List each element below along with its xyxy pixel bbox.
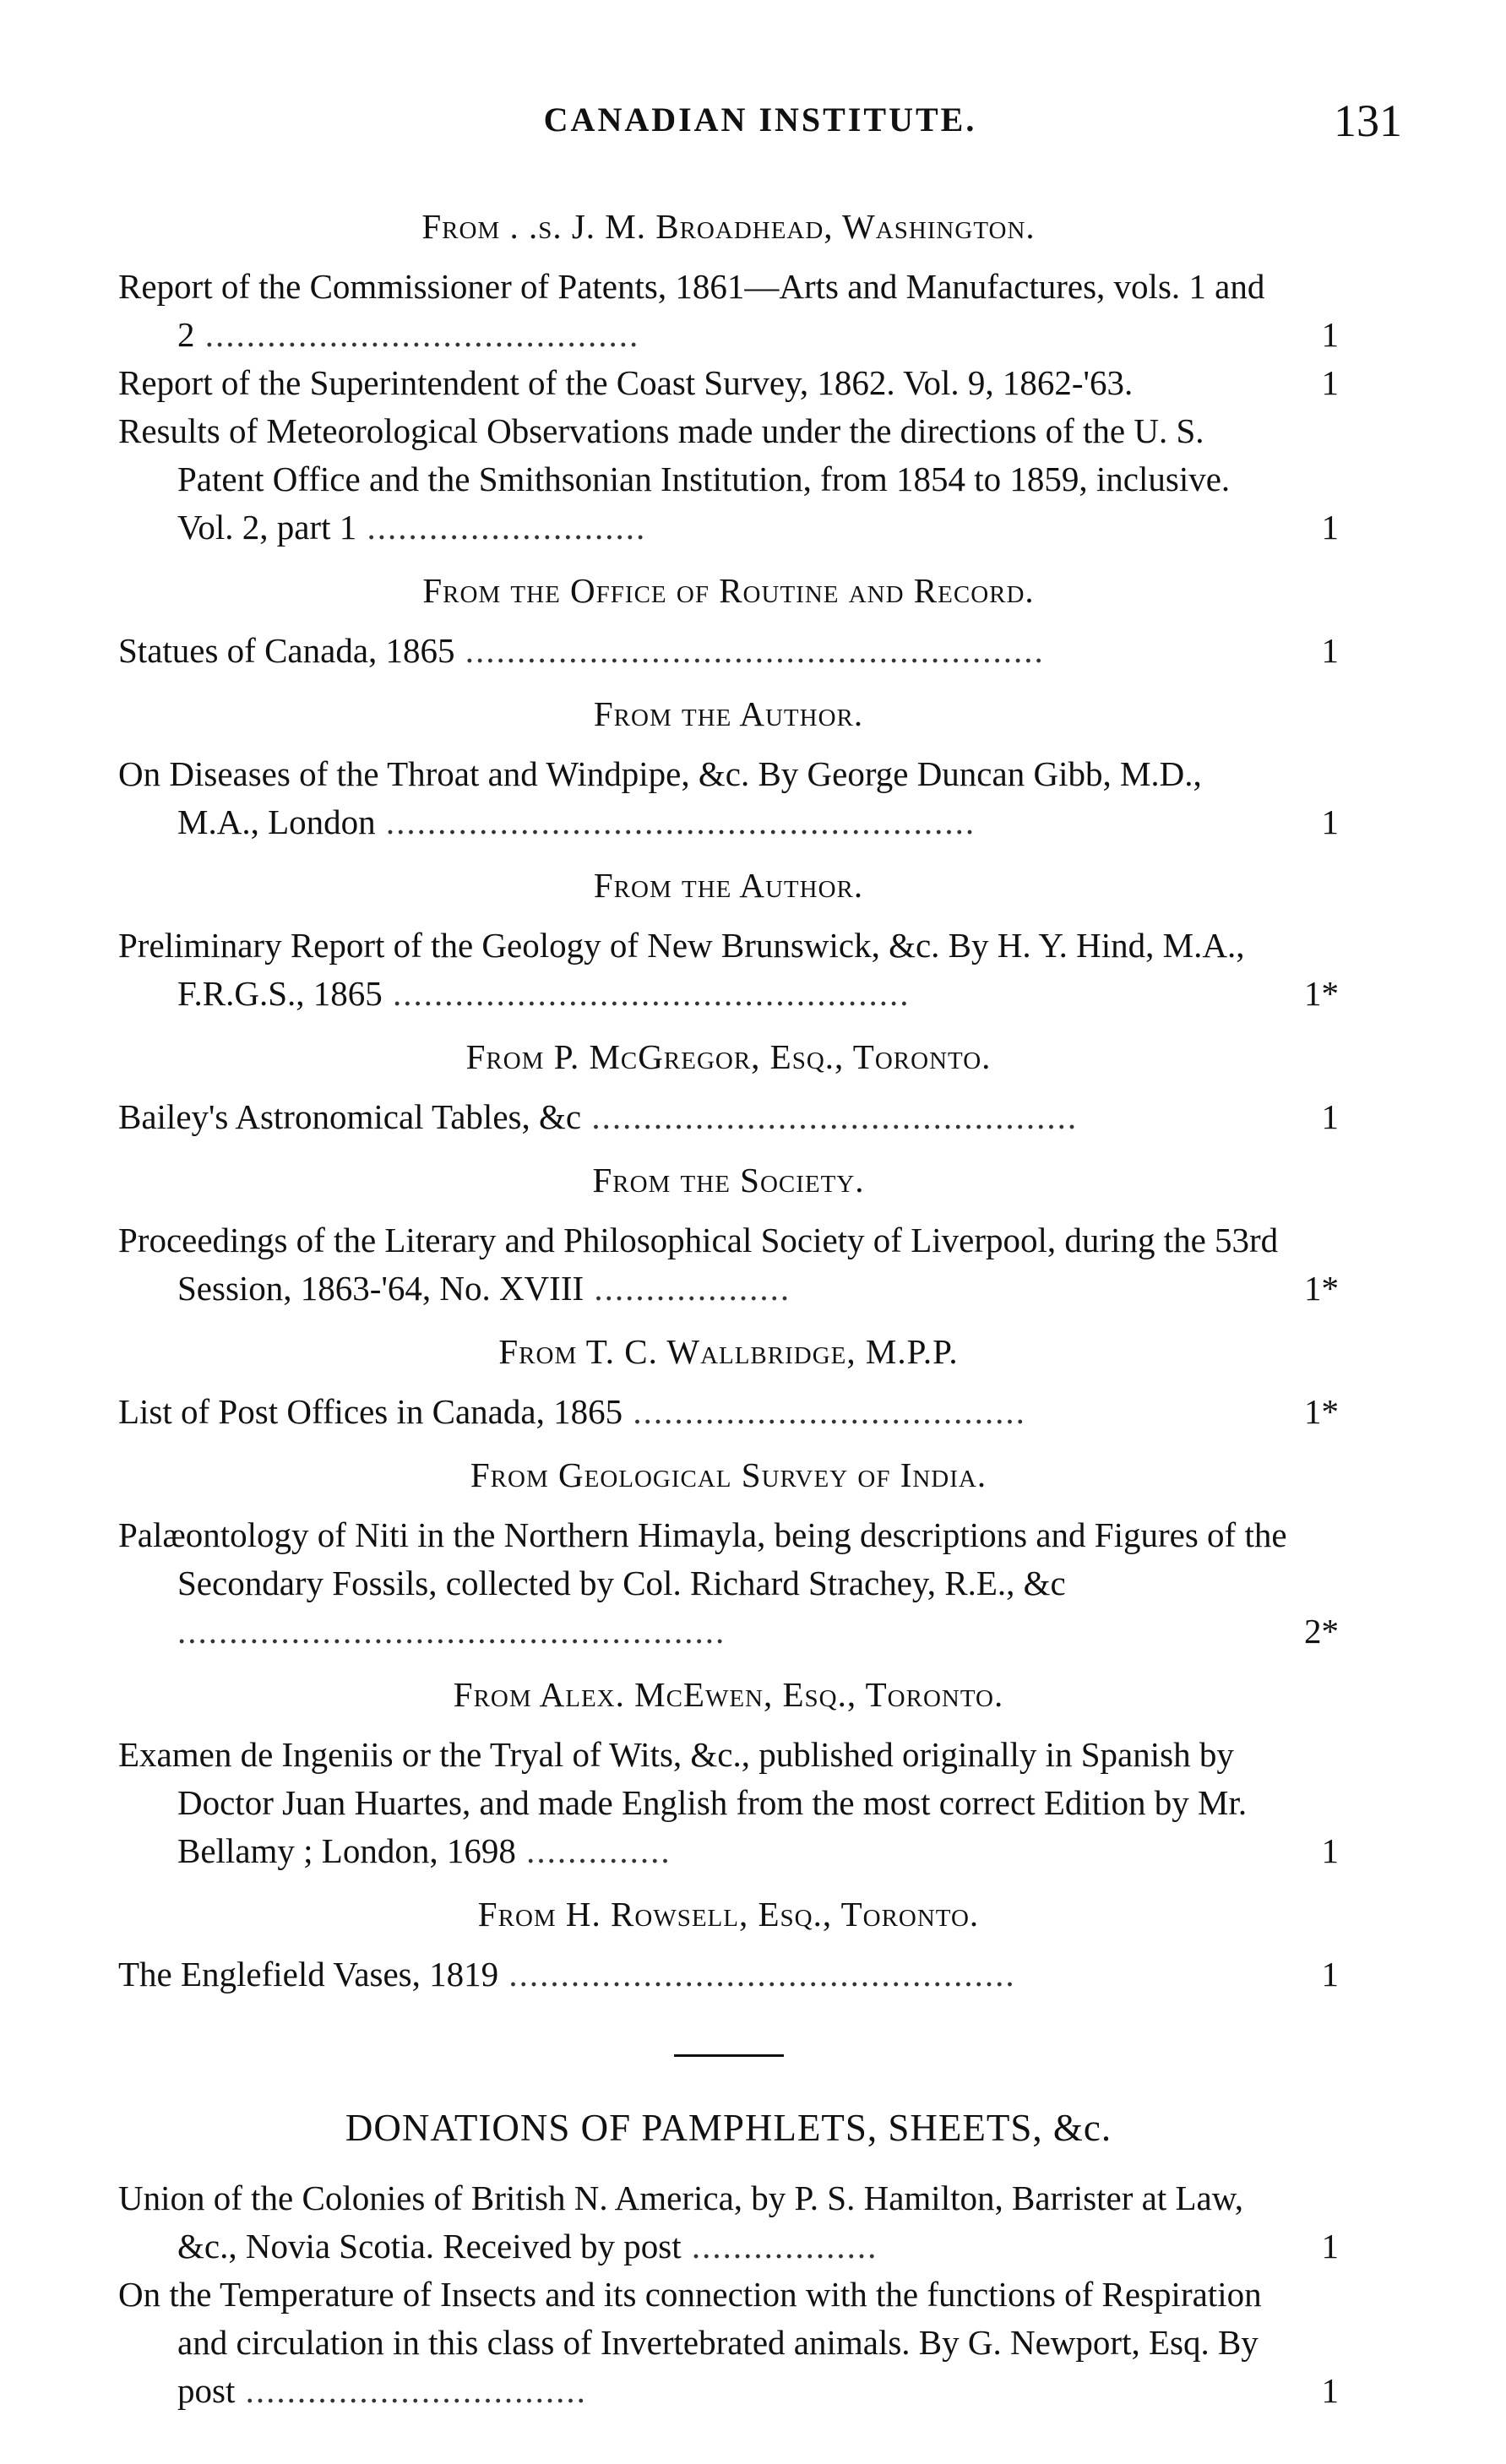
running-head	[118, 95, 1402, 159]
dot-leader: ..............	[515, 1831, 671, 1870]
donation-entry	[118, 1731, 1339, 1875]
dot-leader: ......................................	[623, 1392, 1026, 1431]
pamphlet-entry	[118, 2174, 1339, 2271]
donor-line: From the Society.	[592, 1161, 865, 1199]
donation-group	[118, 1156, 1339, 1313]
donation-entry	[118, 1950, 1339, 1999]
donation-list	[118, 188, 1339, 2415]
dot-leader: .....................................................	[177, 1612, 726, 1651]
donor-line: From T. C. Wallbridge, M.P.P.	[498, 1332, 959, 1371]
entry-count: 1	[1321, 1955, 1339, 1994]
entry-title: Palæontology of Niti in the Northern Himayla, being descriptions and Figures of the Secondary Fossils, collected by Col. Richard Strachey, R.E., &c	[118, 1515, 1287, 1602]
dot-leader: ..................	[681, 2227, 878, 2265]
entry-count: 1	[1321, 363, 1339, 402]
donation-group	[118, 1671, 1339, 1875]
donation-entry	[118, 263, 1339, 359]
donor-line: From Alex. McEwen, Esq., Toronto.	[453, 1675, 1004, 1714]
donation-group	[118, 690, 1339, 846]
entry-count: 1	[1321, 2227, 1339, 2265]
entry-count: 1	[1321, 1097, 1339, 1136]
entry-count: 1*	[1304, 974, 1339, 1013]
entry-count: 2*	[1304, 1612, 1339, 1651]
running-title: CANADIAN INSTITUTE.	[543, 101, 977, 139]
dot-leader: .................................	[235, 2371, 587, 2410]
donation-group	[118, 862, 1339, 1018]
entry-count: 1	[1321, 631, 1339, 670]
dot-leader: ..................................................	[382, 974, 911, 1013]
donor-line: From the Author.	[593, 694, 864, 733]
donation-entry	[118, 1388, 1339, 1436]
entry-title: Proceedings of the Literary and Philosophical Society of Liverpool, during the 53rd Session, 1863-'64, No. XVIII	[118, 1221, 1279, 1308]
dot-leader: ...................	[584, 1269, 791, 1308]
donation-group	[118, 567, 1339, 675]
donation-group	[118, 203, 1339, 552]
donor-line: From the Office of Routine and Record.	[422, 571, 1035, 610]
entry-title: Preliminary Report of the Geology of New Brunswick, &c. By H. Y. Hind, M.A., F.R.G.S., 1865	[118, 926, 1245, 1013]
entry-count: 1	[1321, 802, 1339, 841]
section-divider	[674, 2054, 784, 2057]
donation-entry	[118, 1216, 1339, 1313]
dot-leader: ...............................................	[581, 1097, 1079, 1136]
dot-leader: .........................................................	[375, 802, 976, 841]
entry-title: Bailey's Astronomical Tables, &c	[118, 1097, 582, 1136]
donation-entry	[118, 750, 1339, 846]
donation-entry	[118, 1093, 1339, 1141]
entry-count: 1	[1321, 508, 1339, 547]
entry-count: 1	[1321, 1831, 1339, 1870]
entry-count: 1*	[1304, 1392, 1339, 1431]
dot-leader: ...........................	[356, 508, 647, 547]
entry-title: Examen de Ingeniis or the Tryal of Wits, &c., published originally in Spanish by Doctor Juan Huartes, and made English from the most correct Edition by Mr. Bellamy ; London, 1698	[118, 1735, 1248, 1870]
donation-entry	[118, 1511, 1339, 1656]
dot-leader: .................................................	[498, 1955, 1016, 1994]
entry-title: List of Post Offices in Canada, 1865	[118, 1392, 623, 1431]
entry-title: Report of the Superintendent of the Coast Survey, 1862. Vol. 9, 1862-'63.	[118, 363, 1134, 402]
donation-group	[118, 1890, 1339, 1999]
entry-count: 1*	[1304, 1269, 1339, 1308]
donation-group	[118, 1033, 1339, 1141]
entry-title: Results of Meteorological Observations made under the directions of the U. S. Patent Office and the Smithsonian Institution, from 1854 to 1859, inclusive. Vol. 2, part 1	[118, 411, 1231, 547]
entry-title: On Diseases of the Throat and Windpipe, &c. By George Duncan Gibb, M.D., M.A., London	[118, 754, 1202, 841]
entry-title: The Englefield Vases, 1819	[118, 1955, 499, 1994]
page-number: 131	[1334, 95, 1402, 146]
donor-line: From the Author.	[593, 866, 864, 905]
pamphlet-entry	[118, 2271, 1339, 2415]
entry-title: Report of the Commissioner of Patents, 1861—Arts and Manufactures, vols. 1 and 2	[118, 267, 1265, 354]
donation-group	[118, 1328, 1339, 1436]
donor-line: From P. McGregor, Esq., Toronto.	[465, 1037, 992, 1076]
entry-count: 1	[1321, 2371, 1339, 2410]
donor-line: From Geological Survey of India.	[470, 1455, 987, 1494]
donor-line: From H. Rowsell, Esq., Toronto.	[477, 1895, 980, 1934]
donor-line: From . .s. J. M. Broadhead, Washington.	[421, 207, 1036, 246]
entry-title: Statues of Canada, 1865	[118, 631, 455, 670]
entry-count: 1	[1321, 315, 1339, 354]
entry-title: Union of the Colonies of British N. America, by P. S. Hamilton, Barrister at Law, &c., Novia Scotia. Received by post	[118, 2178, 1243, 2265]
donation-entry	[118, 407, 1339, 552]
donation-entry	[118, 359, 1339, 407]
dot-leader: ..........................................	[194, 315, 640, 354]
donation-group	[118, 1451, 1339, 1656]
section-heading: DONATIONS OF PAMPHLETS, SHEETS, &c.	[345, 2107, 1112, 2149]
entry-title: On the Temperature of Insects and its connection with the functions of Respiration and circulation in this class of Invertebrated animals. By G. Newport, Esq. By post	[118, 2275, 1262, 2410]
donation-entry	[118, 627, 1339, 675]
dot-leader: ........................................................	[454, 631, 1045, 670]
donation-entry	[118, 922, 1339, 1018]
